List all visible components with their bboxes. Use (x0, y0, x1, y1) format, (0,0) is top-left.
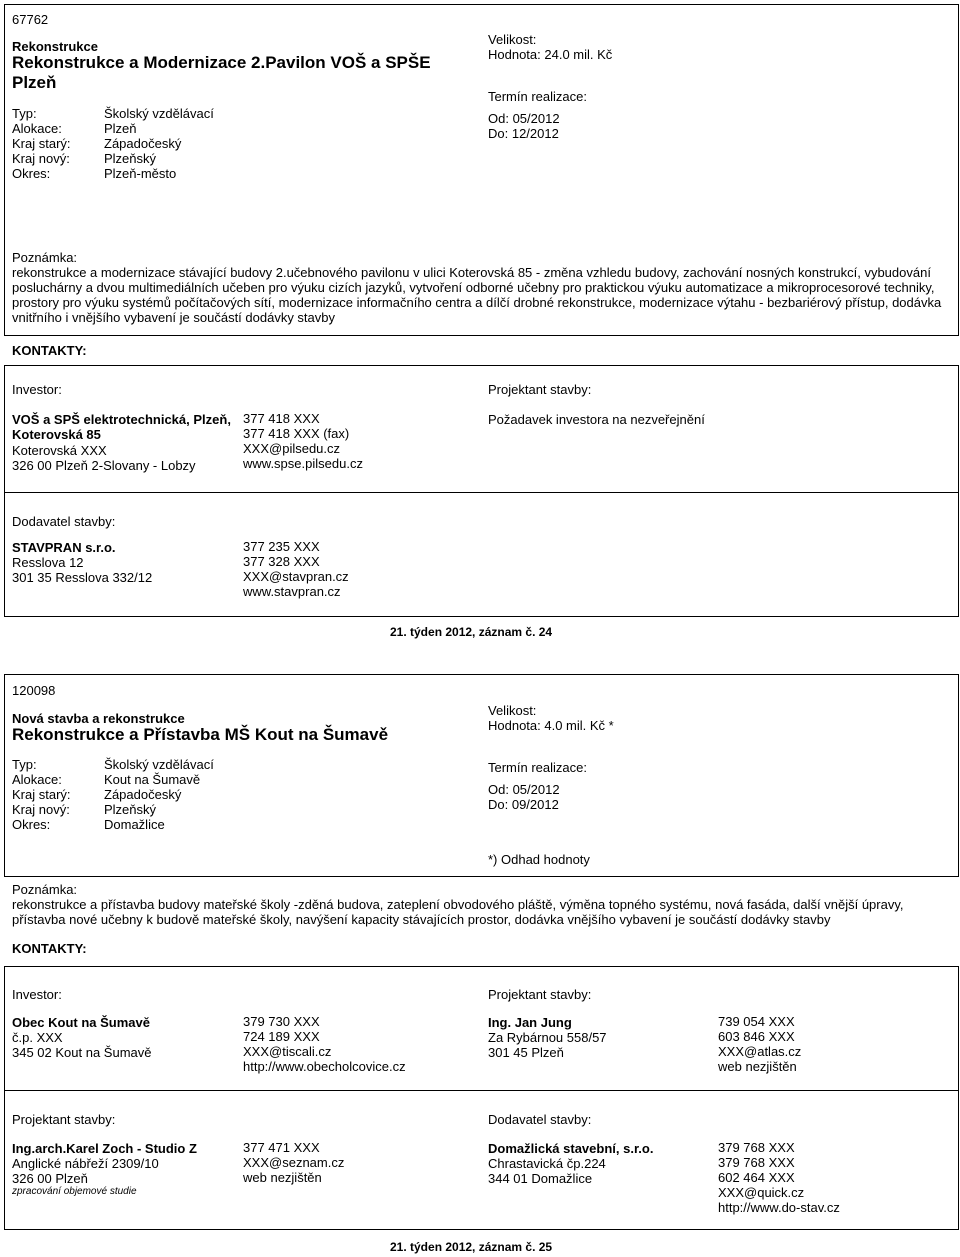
contact-line: 739 054 XXX (718, 1014, 795, 1029)
term-label: Termín realizace: (488, 760, 587, 775)
designer2-address-line: 326 00 Plzeň (12, 1171, 88, 1186)
designer2-note: zpracování objemové studie (12, 1186, 137, 1197)
note-text: rekonstrukce a modernizace stávající budovy 2.učebnového pavilonu v ulici Koterovská 85 - změna vzhledu budovy, zachování nosných konstrukcí, vybudování posluchárny a dvou multimediálních učeben pro výuku cizích jazyků, vytvoření odborné učebny pro praktickou výuku automatizace a mikroprocesorové techniky, prostory pro výuku systémů počítačových sítí, modernizace informačního centra a dílčí drobné rekonstrukce, modernizace výtahu - bezbariérový přístup, dodávka vnitřního i vnějšího vybavení je součástí dodávky stavby (12, 265, 942, 325)
term-from: Od: 05/2012 (488, 782, 560, 797)
term-to: Do: 09/2012 (488, 797, 559, 812)
term-from: Od: 05/2012 (488, 111, 560, 126)
investor-contact (243, 1014, 406, 1074)
designer-text: Požadavek investora na nezveřejnění (488, 412, 705, 427)
supplier-address-line: 344 01 Domažlice (488, 1171, 593, 1186)
supplier-name: STAVPRAN s.r.o. (12, 540, 116, 555)
contact-line: 377 418 XXX (fax) (243, 426, 350, 441)
detail-row: Kraj starý: Západočeský (12, 136, 182, 151)
note-text: rekonstrukce a přístavba budovy mateřské školy -zděná budova, zateplení obvodového pláště, výměna topného systému, nová fasáda, další vnější úpravy, přístavba nové učebny k budově mateřské školy, navýšení kapacity stávajících prostor, dodávka vnějšího vybavení je součástí dodávky stavby (12, 897, 904, 927)
contact-line[interactable]: XXX@pilsedu.cz (243, 441, 341, 456)
note-label: Poznámka: (12, 882, 78, 897)
contact-line: 377 328 XXX (243, 554, 320, 569)
investor-address-line: 326 00 Plzeň 2-Slovany - Lobzy (12, 458, 196, 473)
size-value: Hodnota: 24.0 mil. Kč (488, 47, 613, 62)
contact-line: 379 730 XXX (243, 1014, 320, 1029)
supplier-label: Dodavatel stavby: (488, 1112, 592, 1127)
contact-line: web nezjištěn (243, 1170, 322, 1185)
designer2-contact (243, 1140, 344, 1185)
investor-address-line: Koterovská XXX (12, 443, 107, 458)
investor-name: VOŠ a SPŠ elektrotechnická, Plzeň, Koterovská 85 (12, 412, 231, 442)
detail-row: Alokace: Kout na Šumavě (12, 772, 201, 787)
investor-contact (243, 411, 363, 471)
contact-line: 724 189 XXX (243, 1029, 320, 1044)
investor-address-line: č.p. XXX (12, 1030, 63, 1045)
record-title: Rekonstrukce a Přístavba MŠ Kout na Šumavě (12, 725, 389, 744)
estimate-note: *) Odhad hodnoty (488, 852, 590, 867)
designer2-address-line: Anglické nábřeží 2309/10 (12, 1156, 159, 1171)
contact-line: 379 768 XXX (718, 1140, 795, 1155)
record-details (12, 106, 312, 181)
designer-label: Projektant stavby: (488, 987, 592, 1002)
contact-line[interactable]: www.spse.pilsedu.cz (243, 456, 363, 471)
designer-address-line: 301 45 Plzeň (488, 1045, 564, 1060)
contact-line[interactable]: www.stavpran.cz (243, 584, 341, 599)
record-title: Rekonstrukce a Modernizace 2.Pavilon VOŠ a SPŠE Plzeň (12, 53, 431, 92)
designer-label: Projektant stavby: (488, 382, 592, 397)
contact-line[interactable]: XXX@stavpran.cz (243, 569, 349, 584)
designer-name: Ing. Jan Jung (488, 1015, 572, 1030)
contact-line[interactable]: XXX@atlas.cz (718, 1044, 802, 1059)
detail-row: Kraj nový: Plzeňský (12, 151, 157, 166)
contact-line: 377 235 XXX (243, 539, 320, 554)
record-footer: 21. týden 2012, záznam č. 24 (390, 625, 553, 639)
note-label: Poznámka: (12, 250, 78, 265)
investor-label: Investor: (12, 382, 62, 397)
size-value: Hodnota: 4.0 mil. Kč * (488, 718, 614, 733)
term-label: Termín realizace: (488, 89, 587, 104)
contacts-heading: KONTAKTY: (12, 941, 87, 956)
contact-line: 377 418 XXX (243, 411, 320, 426)
contact-line: 603 846 XXX (718, 1029, 795, 1044)
term-to: Do: 12/2012 (488, 126, 559, 141)
record-details (12, 757, 312, 832)
detail-row: Okres: Domažlice (12, 817, 165, 832)
contact-line[interactable]: XXX@tiscali.cz (243, 1044, 332, 1059)
contact-line[interactable]: http://www.obecholcovice.cz (243, 1059, 406, 1074)
detail-row: Kraj nový: Plzeňský (12, 802, 157, 817)
investor-address-line: 345 02 Kout na Šumavě (12, 1045, 152, 1060)
supplier-name: Domažlická stavební, s.r.o. (488, 1141, 654, 1156)
size-label: Velikost: (488, 703, 537, 718)
designer-contact (718, 1014, 801, 1074)
detail-row: Okres: Plzeň-město (12, 166, 177, 181)
contact-line: 377 471 XXX (243, 1140, 320, 1155)
supplier-label: Dodavatel stavby: (12, 514, 116, 529)
size-label: Velikost: (488, 32, 537, 47)
detail-row: Kraj starý: Západočeský (12, 787, 182, 802)
contact-line: 602 464 XXX (718, 1170, 795, 1185)
supplier-box (4, 492, 959, 617)
record-footer: 21. týden 2012, záznam č. 25 (390, 1240, 553, 1254)
contacts-heading: KONTAKTY: (12, 343, 87, 358)
supplier-contact (718, 1140, 840, 1215)
contact-line: web nezjištěn (718, 1059, 797, 1074)
investor-label: Investor: (12, 987, 62, 1002)
record-id: 67762 (12, 12, 49, 27)
contact-line[interactable]: XXX@seznam.cz (243, 1155, 345, 1170)
supplier-contact (243, 539, 349, 599)
detail-row: Typ: Školský vzdělávací (12, 106, 214, 121)
investor-name: Obec Kout na Šumavě (12, 1015, 150, 1030)
detail-row: Alokace: Plzeň (12, 121, 137, 136)
contact-line[interactable]: XXX@quick.cz (718, 1185, 805, 1200)
supplier-address-line: Resslova 12 (12, 555, 84, 570)
contact-line[interactable]: http://www.do-stav.cz (718, 1200, 840, 1215)
contact-line: 379 768 XXX (718, 1155, 795, 1170)
supplier-address-line: 301 35 Resslova 332/12 (12, 570, 153, 585)
designer2-name: Ing.arch.Karel Zoch - Studio Z (12, 1141, 197, 1156)
record-category: Rekonstrukce (12, 39, 98, 54)
designer-address-line: Za Rybárnou 558/57 (488, 1030, 607, 1045)
supplier-address-line: Chrastavická čp.224 (488, 1156, 606, 1171)
designer2-label: Projektant stavby: (12, 1112, 116, 1127)
record-id: 120098 (12, 683, 56, 698)
detail-row: Typ: Školský vzdělávací (12, 757, 214, 772)
record-category: Nová stavba a rekonstrukce (12, 711, 185, 726)
